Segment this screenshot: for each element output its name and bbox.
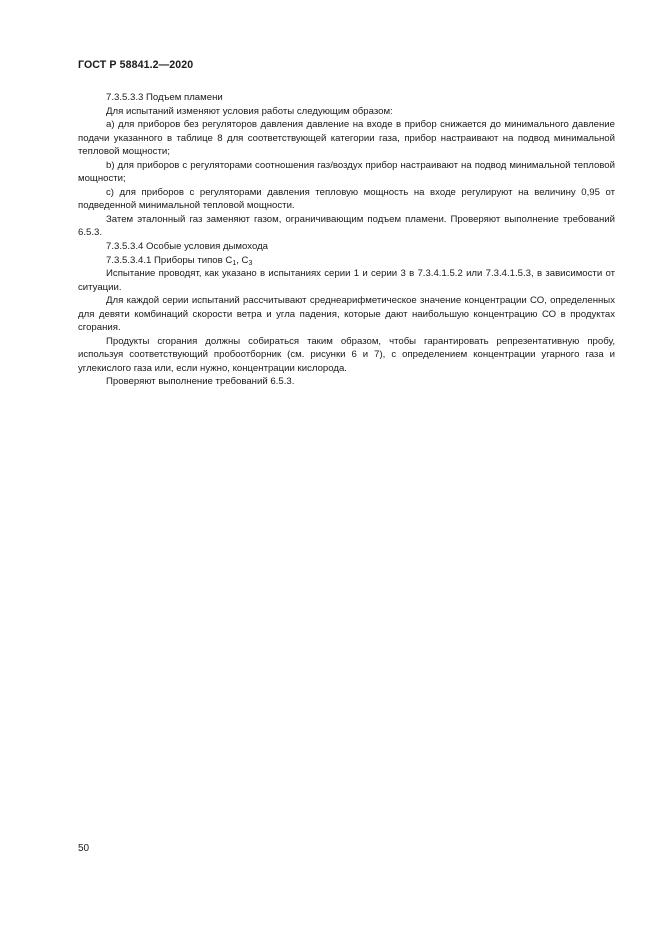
list-item-a: а) для приборов без регуляторов давления давление на входе в прибор снижается до минимального давление подачи указанного в таблице 8 для соответствующей категории газа, прибор настраивают на подвод минимальной тепловой мощности; — [78, 119, 615, 158]
subsubsection-title — [78, 254, 615, 268]
standard-header: ГОСТ Р 58841.2—2020 — [78, 59, 194, 71]
list-item-b: b) для приборов с регуляторами соотношения газ/воздух прибор настраивают на подвод минимальной тепловой мощности; — [78, 159, 615, 185]
paragraph-replace-gas: Затем эталонный газ заменяют газом, ограничивающим подъем пламени. Проверяют выполнение требований 6.5.3. — [78, 213, 615, 239]
paragraph-sampling: Продукты сгорания должны собираться таким образом, чтобы гарантировать репрезентативную пробу, используя соответствующий пробоотборник (см. рисунки 6 и 7), с определением концентрации угарного газа и углекислого газа или, если нужно, концентрации кислорода. — [78, 335, 615, 374]
subsection-title: 7.3.5.3.4 Особые условия дымохода — [106, 241, 269, 253]
paragraph-co-calculation: Для каждой серии испытаний рассчитывают среднеарифметическое значение концентрации СО, определенных для девяти комбинаций скорости ветра и угла падения, которые дают наибольшую концентрацию СО в продуктах сгорания. — [78, 295, 615, 334]
paragraph-test-description: Испытание проводят, как указано в испытаниях серии 1 и серии 3 в 7.3.4.1.5.2 или 7.3.4.1.5.3, в зависимости от ситуации. — [78, 268, 615, 293]
subsubsection-separator: , C — [236, 254, 249, 266]
list-item-c: с) для приборов с регуляторами давления тепловую мощность на входе регулируют на величину 0,95 от подведенной минимальной тепловой мощности. — [78, 186, 615, 212]
section-title: 7.3.5.3.3 Подъем пламени — [106, 92, 223, 103]
subscript-3: 3 — [248, 259, 253, 267]
page-number: 50 — [78, 843, 90, 854]
subscript-1: 1 — [232, 259, 237, 267]
paragraph-verification: Проверяют выполнение требований 6.5.3. — [106, 376, 295, 388]
paragraph-intro: Для испытаний изменяют условия работы следующим образом: — [106, 105, 393, 117]
subsubsection-prefix: 7.3.5.3.4.1 Приборы типов C — [106, 254, 233, 266]
document-body — [78, 91, 615, 389]
